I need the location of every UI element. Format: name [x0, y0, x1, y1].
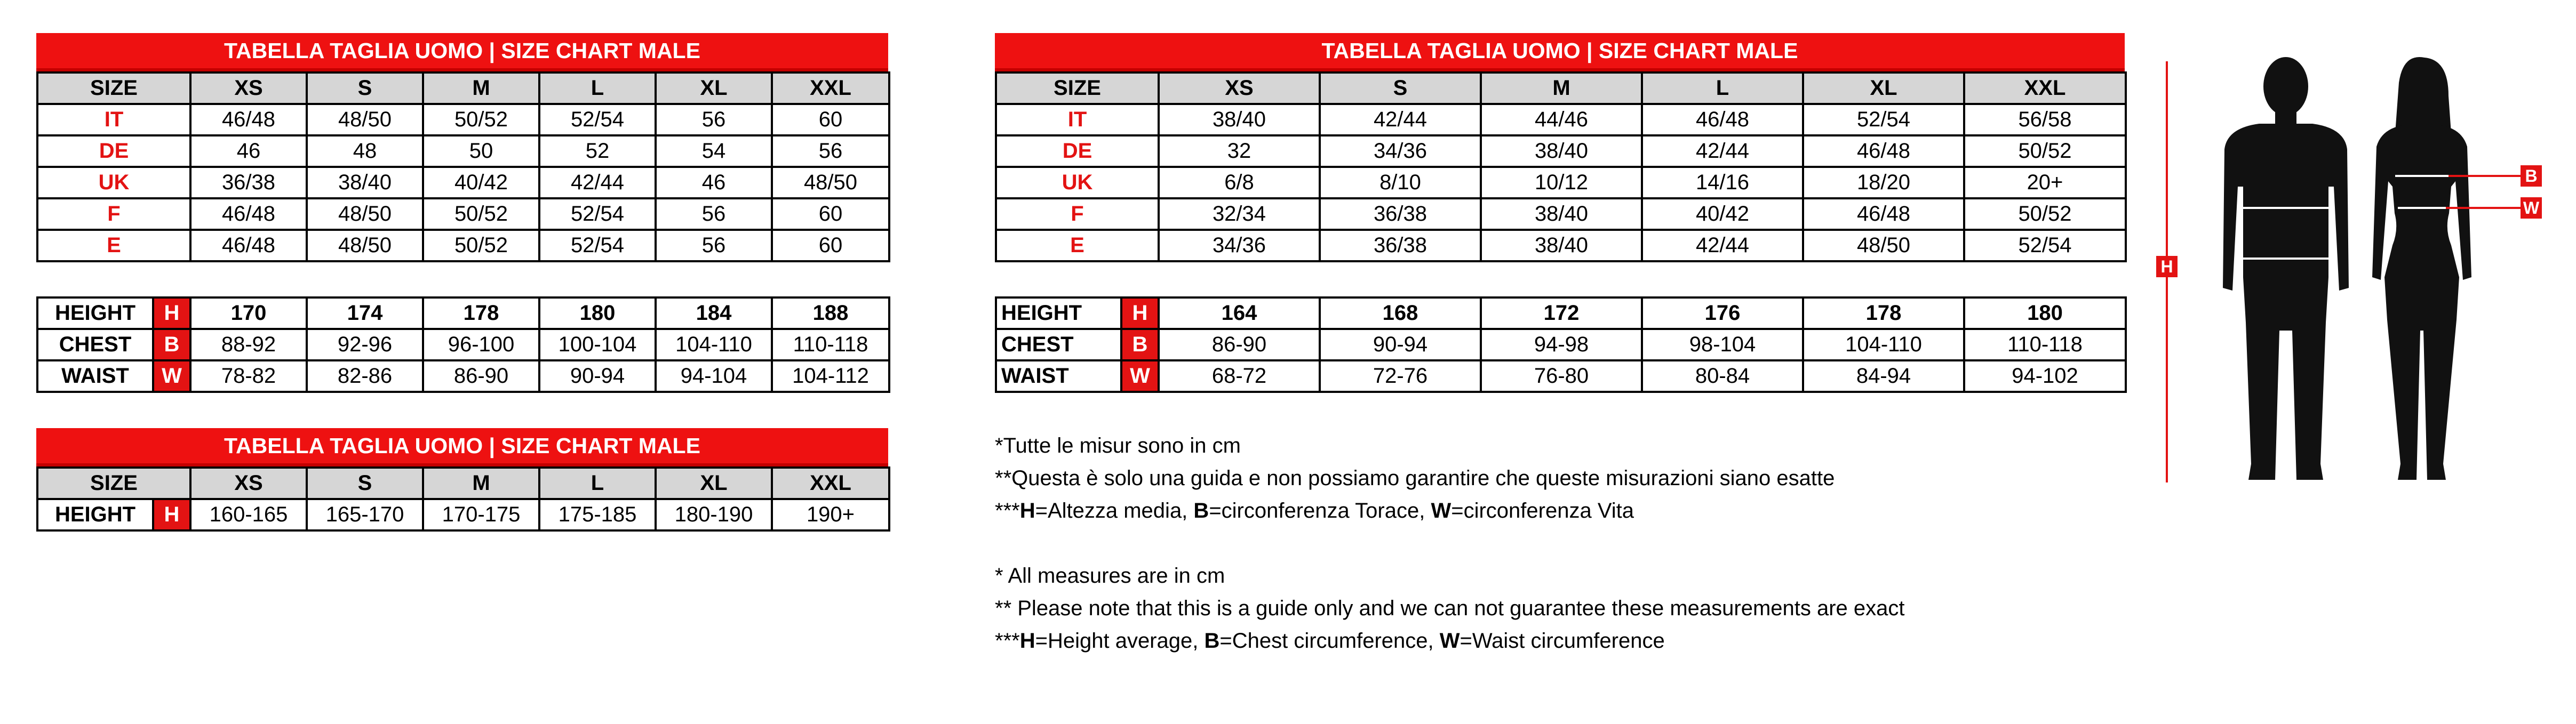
table-cell: 34/36	[1320, 135, 1481, 167]
table-cell: 46	[190, 135, 307, 167]
note-it-legend: ***H=Altezza media, B=circonferenza Torace, W=circonferenza Vita	[995, 499, 1634, 522]
table-cell: 172	[1481, 297, 1642, 329]
height-marker: H	[153, 297, 190, 329]
table-cell: 48/50	[307, 230, 423, 261]
table-cell: 78-82	[190, 360, 307, 392]
table-cell: 96-100	[423, 329, 539, 360]
row-label: WAIST	[37, 360, 153, 392]
table-cell: 104-112	[772, 360, 889, 392]
table-cell: 56	[656, 230, 772, 261]
table-cell: 36/38	[190, 167, 307, 198]
table-cell: 42/44	[1642, 135, 1803, 167]
header-cell: S	[1320, 73, 1481, 104]
table-cell: 190+	[772, 499, 889, 530]
header-cell: L	[539, 468, 656, 499]
table-cell: 176	[1642, 297, 1803, 329]
table-cell: 178	[1803, 297, 1964, 329]
table-cell: 46/48	[190, 198, 307, 230]
table-cell: 104-110	[656, 329, 772, 360]
body-measurement-figure	[2152, 53, 2569, 496]
header-cell: XXL	[772, 73, 889, 104]
table-cell: 164	[1159, 297, 1320, 329]
country-code: F	[996, 198, 1159, 230]
chart-title: TABELLA TAGLIA UOMO | SIZE CHART MALE	[36, 428, 888, 466]
table-cell: 180	[539, 297, 656, 329]
table-cell: 42/44	[1320, 104, 1481, 135]
table-cell: 110-118	[772, 329, 889, 360]
table-row	[37, 230, 889, 261]
table-cell: 170-175	[423, 499, 539, 530]
table-cell: 170	[190, 297, 307, 329]
header-cell: M	[423, 468, 539, 499]
table-cell: 52/54	[539, 104, 656, 135]
height-size-table	[36, 466, 890, 532]
chest-row	[37, 329, 889, 360]
table-cell: 180	[1964, 297, 2126, 329]
table-cell: 32/34	[1159, 198, 1320, 230]
table-cell: 50/52	[423, 198, 539, 230]
table-cell: 40/42	[1642, 198, 1803, 230]
female-silhouette	[2372, 57, 2471, 480]
table-cell: 52/54	[539, 198, 656, 230]
header-cell: L	[539, 73, 656, 104]
table-cell: 94-102	[1964, 360, 2126, 392]
table-cell: 42/44	[1642, 230, 1803, 261]
header-cell: XL	[656, 468, 772, 499]
row-label: HEIGHT	[37, 499, 153, 530]
chest-row	[996, 329, 2126, 360]
table-cell: 56	[656, 104, 772, 135]
measurements-table	[36, 296, 890, 393]
table-cell: 46	[656, 167, 772, 198]
measurements-left	[36, 296, 888, 393]
waist-marker: W	[2521, 197, 2542, 219]
table-cell: 14/16	[1642, 167, 1803, 198]
table-cell: 86-90	[423, 360, 539, 392]
table-cell: 56/58	[1964, 104, 2126, 135]
size-chart-male-left	[36, 33, 888, 262]
table-cell: 175-185	[539, 499, 656, 530]
table-cell: 86-90	[1159, 329, 1320, 360]
footnotes	[995, 430, 2062, 657]
country-code: UK	[996, 167, 1159, 198]
chart-title: TABELLA TAGLIA UOMO | SIZE CHART MALE	[36, 33, 888, 71]
header-cell: SIZE	[996, 73, 1159, 104]
table-row	[37, 198, 889, 230]
male-silhouette	[2223, 57, 2349, 480]
table-cell: 50/52	[423, 104, 539, 135]
table-cell: 90-94	[1320, 329, 1481, 360]
header-cell: XS	[190, 73, 307, 104]
header-cell: SIZE	[37, 468, 190, 499]
height-row	[996, 297, 2126, 329]
height-row	[37, 297, 889, 329]
table-cell: 165-170	[307, 499, 423, 530]
table-cell: 36/38	[1320, 230, 1481, 261]
measurements-table	[995, 296, 2127, 393]
table-cell: 8/10	[1320, 167, 1481, 198]
table-cell: 88-92	[190, 329, 307, 360]
row-label: HEIGHT	[996, 297, 1121, 329]
table-cell: 52/54	[1964, 230, 2126, 261]
table-cell: 38/40	[1481, 230, 1642, 261]
table-cell: 56	[656, 198, 772, 230]
table-cell: 110-118	[1964, 329, 2126, 360]
table-cell: 38/40	[1159, 104, 1320, 135]
table-cell: 48/50	[1803, 230, 1964, 261]
header-cell: M	[423, 73, 539, 104]
silhouettes-svg	[2152, 53, 2569, 496]
table-cell: 46/48	[190, 230, 307, 261]
note-en-legend: ***H=Height average, B=Chest circumference, W=Waist circumference	[995, 629, 1665, 653]
waist-marker: W	[153, 360, 190, 392]
table-cell: 44/46	[1481, 104, 1642, 135]
table-row	[996, 104, 2126, 135]
table-row	[996, 198, 2126, 230]
table-cell: 56	[772, 135, 889, 167]
table-cell: 60	[772, 198, 889, 230]
header-cell: SIZE	[37, 73, 190, 104]
height-marker: H	[2156, 256, 2178, 277]
table-cell: 92-96	[307, 329, 423, 360]
table-cell: 46/48	[1803, 135, 1964, 167]
table-row	[37, 167, 889, 198]
country-code: E	[37, 230, 190, 261]
table-cell: 98-104	[1642, 329, 1803, 360]
country-code: IT	[37, 104, 190, 135]
table-cell: 38/40	[1481, 198, 1642, 230]
note-en-units: * All measures are in cm	[995, 564, 1225, 588]
table-cell: 38/40	[1481, 135, 1642, 167]
table-cell: 52/54	[1803, 104, 1964, 135]
table-cell: 38/40	[307, 167, 423, 198]
table-cell: 60	[772, 104, 889, 135]
waist-row	[37, 360, 889, 392]
table-cell: 50	[423, 135, 539, 167]
table-cell: 42/44	[539, 167, 656, 198]
table-cell: 84-94	[1803, 360, 1964, 392]
table-cell: 46/48	[190, 104, 307, 135]
header-cell: XS	[1159, 73, 1320, 104]
row-label: CHEST	[37, 329, 153, 360]
table-cell: 178	[423, 297, 539, 329]
table-cell: 174	[307, 297, 423, 329]
country-code: DE	[37, 135, 190, 167]
header-cell: XXL	[772, 468, 889, 499]
header-cell: XL	[1803, 73, 1964, 104]
table-cell: 50/52	[1964, 198, 2126, 230]
size-chart-male-right	[995, 33, 2125, 262]
size-chart-height-left	[36, 428, 888, 532]
table-cell: 100-104	[539, 329, 656, 360]
header-row	[37, 73, 889, 104]
size-table	[36, 71, 890, 262]
height-marker: H	[153, 499, 190, 530]
table-cell: 50/52	[1964, 135, 2126, 167]
table-cell: 82-86	[307, 360, 423, 392]
table-cell: 60	[772, 230, 889, 261]
table-cell: 10/12	[1481, 167, 1642, 198]
header-cell: XS	[190, 468, 307, 499]
header-cell: L	[1642, 73, 1803, 104]
table-cell: 188	[772, 297, 889, 329]
table-cell: 72-76	[1320, 360, 1481, 392]
chest-marker: B	[1121, 329, 1159, 360]
row-label: WAIST	[996, 360, 1121, 392]
table-row	[996, 167, 2126, 198]
table-cell: 40/42	[423, 167, 539, 198]
chart-title: TABELLA TAGLIA UOMO | SIZE CHART MALE	[995, 33, 2125, 71]
table-cell: 46/48	[1642, 104, 1803, 135]
table-cell: 168	[1320, 297, 1481, 329]
table-cell: 36/38	[1320, 198, 1481, 230]
table-cell: 50/52	[423, 230, 539, 261]
chest-marker: B	[153, 329, 190, 360]
table-cell: 54	[656, 135, 772, 167]
row-label: CHEST	[996, 329, 1121, 360]
table-cell: 68-72	[1159, 360, 1320, 392]
table-cell: 90-94	[539, 360, 656, 392]
table-cell: 76-80	[1481, 360, 1642, 392]
header-cell: M	[1481, 73, 1642, 104]
note-it-units: *Tutte le misur sono in cm	[995, 434, 1241, 457]
table-cell: 160-165	[190, 499, 307, 530]
table-cell: 184	[656, 297, 772, 329]
table-cell: 20+	[1964, 167, 2126, 198]
measurements-right	[995, 296, 2125, 393]
header-row	[996, 73, 2126, 104]
table-row	[37, 135, 889, 167]
table-cell: 94-98	[1481, 329, 1642, 360]
waist-row	[996, 360, 2126, 392]
header-row	[37, 468, 889, 499]
table-cell: 48/50	[307, 104, 423, 135]
header-cell: S	[307, 73, 423, 104]
size-table	[995, 71, 2127, 262]
note-en-disclaimer: ** Please note that this is a guide only and we can not guarantee these measurements are exact	[995, 597, 1905, 620]
country-code: IT	[996, 104, 1159, 135]
country-code: UK	[37, 167, 190, 198]
table-cell: 48/50	[307, 198, 423, 230]
table-cell: 52	[539, 135, 656, 167]
row-label: HEIGHT	[37, 297, 153, 329]
table-cell: 80-84	[1642, 360, 1803, 392]
table-cell: 180-190	[656, 499, 772, 530]
table-row	[37, 104, 889, 135]
table-cell: 104-110	[1803, 329, 1964, 360]
height-row	[37, 499, 889, 530]
table-cell: 32	[1159, 135, 1320, 167]
table-cell: 48/50	[772, 167, 889, 198]
table-cell: 34/36	[1159, 230, 1320, 261]
table-cell: 94-104	[656, 360, 772, 392]
table-cell: 52/54	[539, 230, 656, 261]
table-cell: 48	[307, 135, 423, 167]
header-cell: XL	[656, 73, 772, 104]
header-cell: S	[307, 468, 423, 499]
header-cell: XXL	[1964, 73, 2126, 104]
note-it-disclaimer: **Questa è solo una guida e non possiamo garantire che queste misurazioni siano esatte	[995, 466, 1835, 490]
chest-marker: B	[2521, 165, 2542, 187]
country-code: F	[37, 198, 190, 230]
table-row	[996, 230, 2126, 261]
height-marker: H	[1121, 297, 1159, 329]
table-cell: 46/48	[1803, 198, 1964, 230]
table-row	[996, 135, 2126, 167]
table-cell: 6/8	[1159, 167, 1320, 198]
waist-marker: W	[1121, 360, 1159, 392]
table-cell: 18/20	[1803, 167, 1964, 198]
country-code: DE	[996, 135, 1159, 167]
country-code: E	[996, 230, 1159, 261]
